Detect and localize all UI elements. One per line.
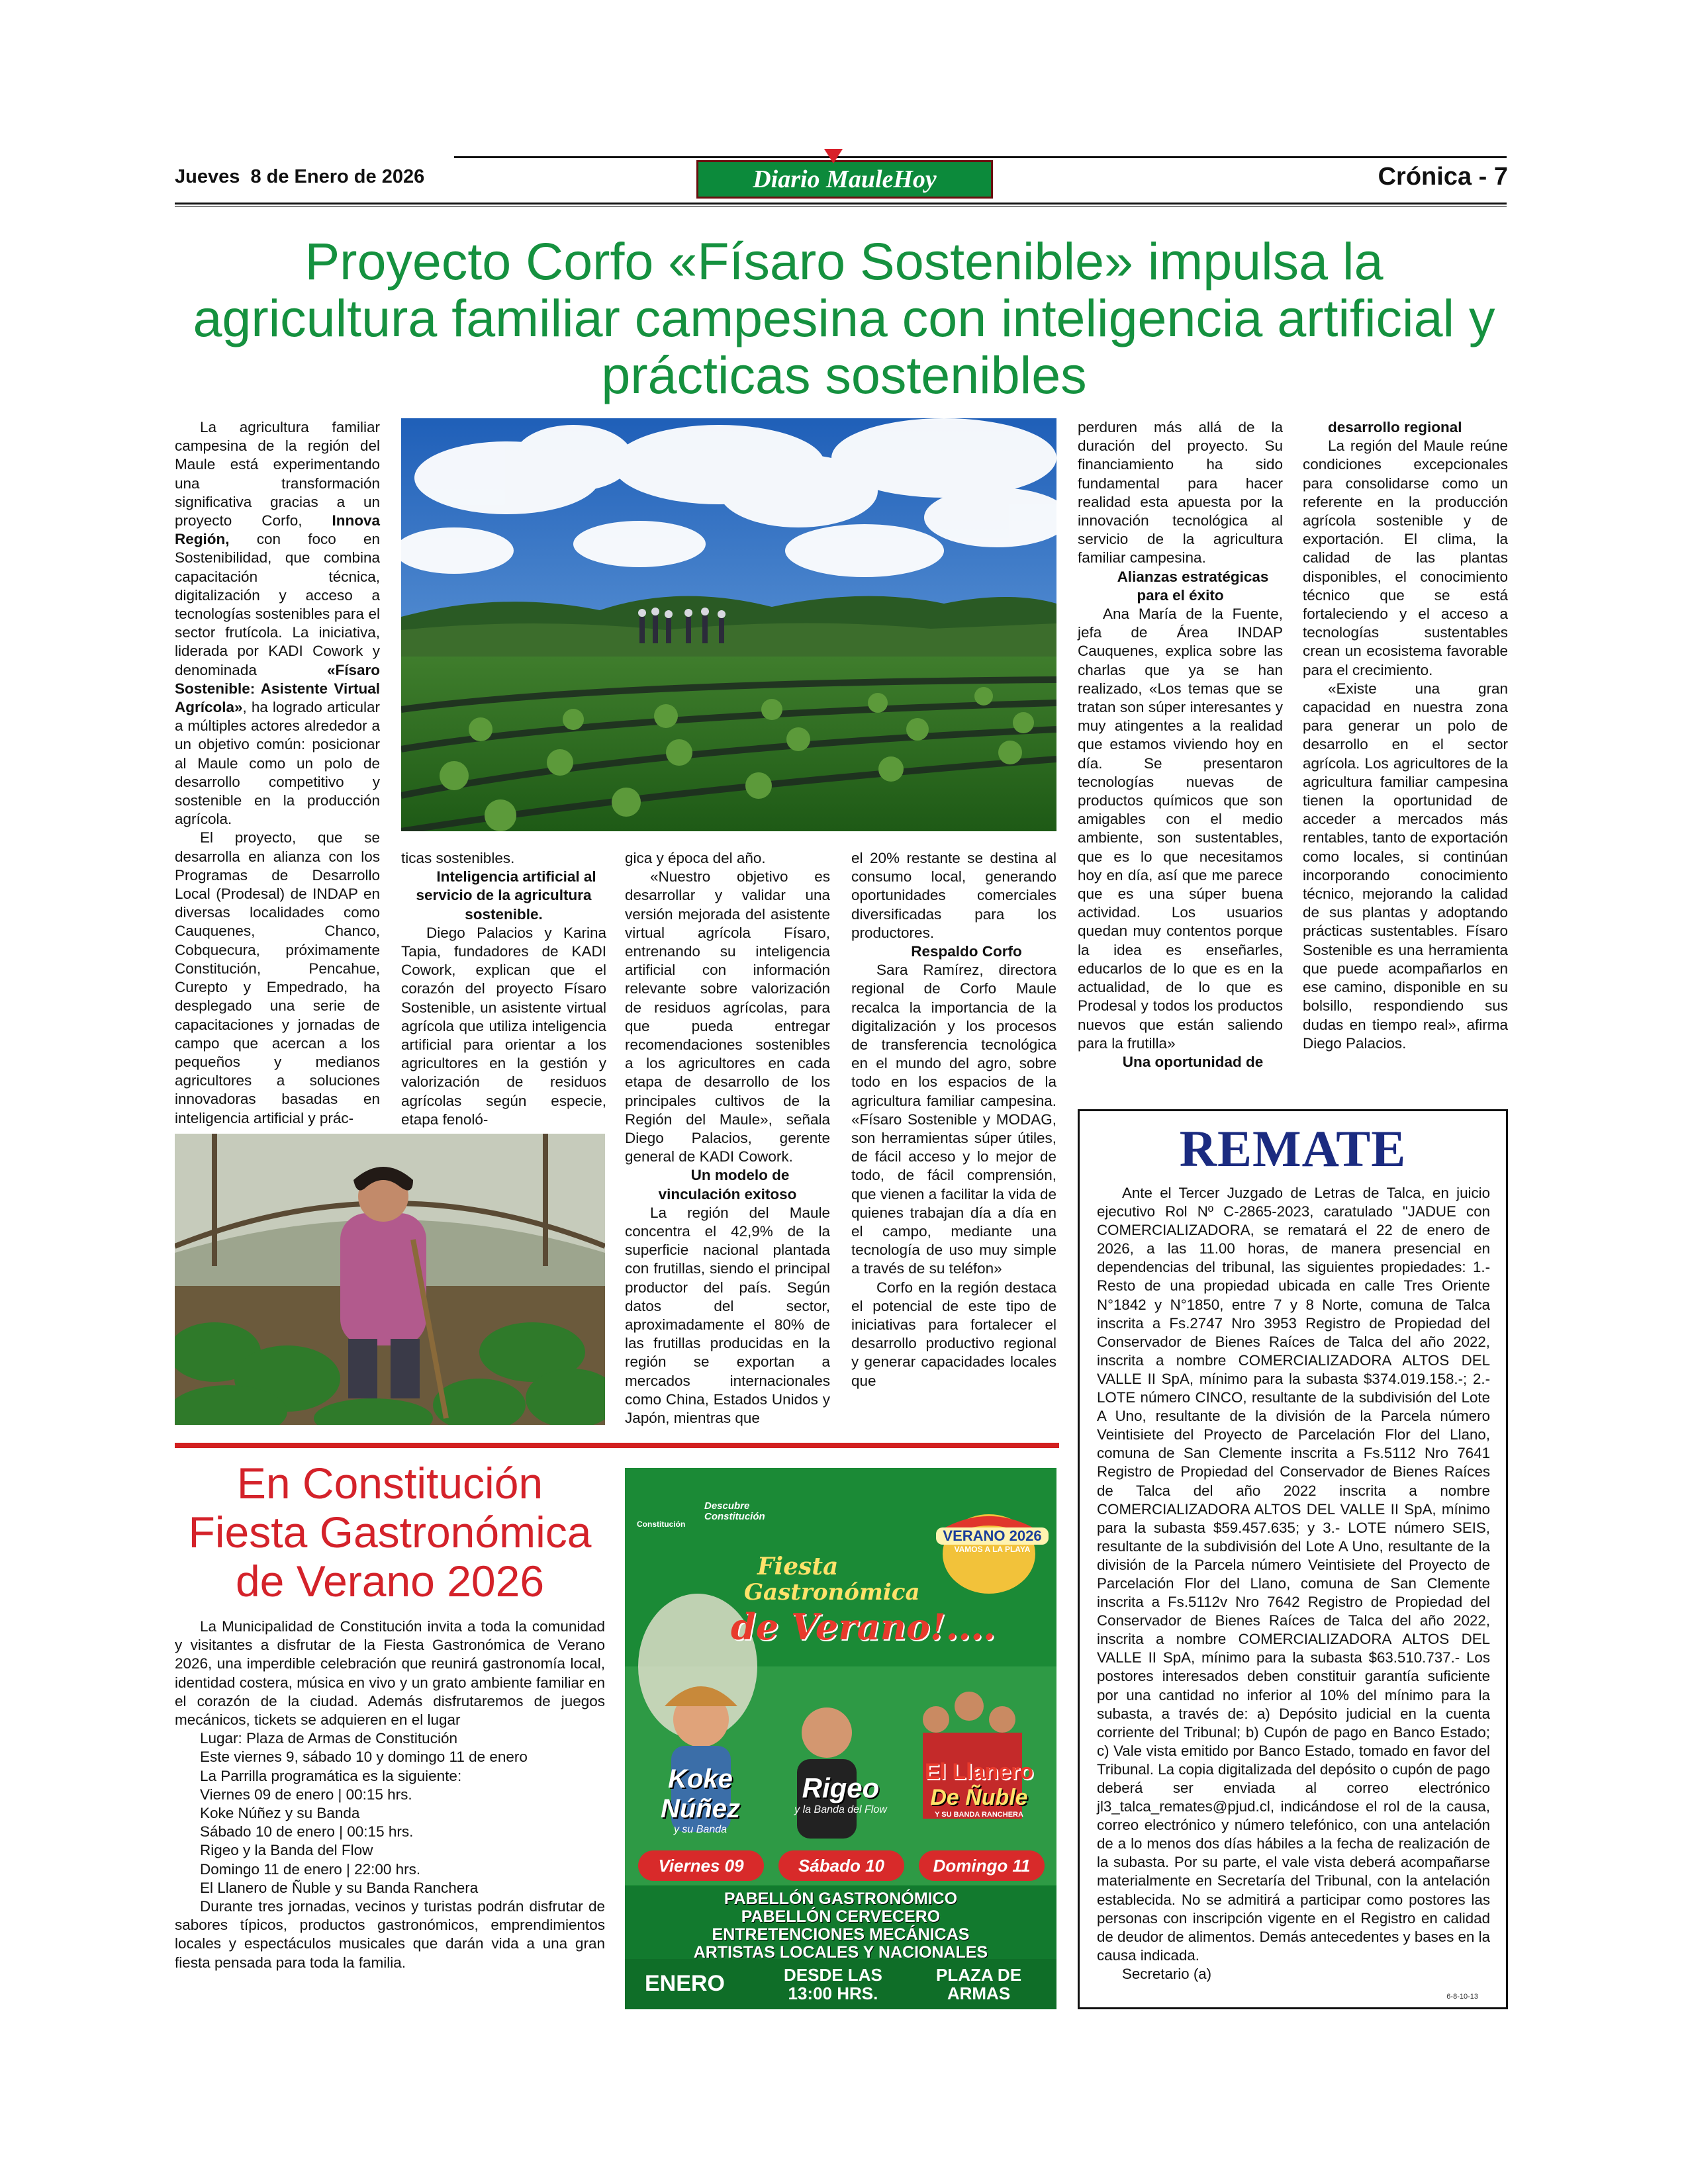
subheading: Inteligencia artificial al servicio de la agricultura sostenible.	[416, 868, 596, 923]
paragraph: el 20% restante se destina al consumo local, generando oportunidades comerciales diversificadas para los productores.	[851, 850, 1056, 941]
header-rule-bottom	[175, 203, 1507, 205]
subheading: Respaldo Corfo	[911, 943, 1022, 960]
poster-verano-badge	[936, 1527, 1049, 1554]
event-line: La Parrilla programática es la siguiente:	[200, 1767, 462, 1784]
event-line: Lugar: Plaza de Armas de Constitución	[200, 1730, 457, 1747]
logo-triangle-icon	[824, 149, 843, 163]
paragraph: La región del Maule reúne condiciones excepcionales para consolidarse como un referente en la producción agrícola sostenible y de exportación. El clima, la calidad de las plantas disponibles, el conocimiento técnico que se está fortaleciendo y el acceso a tecnologías sustentables crean un ecosistema favorable para el crecimiento.	[1303, 437, 1508, 678]
remate-code: 6-8-10-13	[1446, 1993, 1478, 2001]
feature-line: PABELLÓN GASTRONÓMICO	[724, 1889, 958, 1908]
strawberry-field-photo	[401, 418, 1056, 831]
poster-fiesta: Fiesta	[757, 1553, 839, 1580]
artist-1-sub: y su Banda	[673, 1824, 727, 1835]
article-column-5	[1078, 418, 1283, 1071]
subheading: Alianzas estratégicas para el éxito	[1117, 568, 1269, 604]
feature-line: PABELLÓN CERVECERO	[741, 1907, 941, 1926]
artist-1-name: Koke Núñez	[661, 1764, 740, 1823]
paragraph: Sara Ramírez, directora regional de Corfo Maule recalca la importancia de la digitalización y los procesos de transferencia tecnológica en el mundo del agro, sobre todo en los espacios de la agricultura familiar campesina. «Físaro Sostenible y MODAG, son herramientas súper útiles, de fácil acceso y lo mejor de todo, de fácil comprensión, que vienen a facilitar la vida de quienes trabajan día a día en el campo, mediante una tecnología de uso muy simple a través de su teléfon»	[851, 962, 1056, 1277]
newspaper-logo[interactable]	[696, 160, 993, 199]
plaza-text: PLAZA DE	[936, 1965, 1022, 1985]
paragraph: ticas sostenibles.	[401, 850, 515, 866]
event-line: Koke Núñez y su Banda	[200, 1805, 360, 1822]
article-title: Proyecto Corfo «Físaro Sostenible» impulsa la agricultura familiar campesina con inteligencia artificial y prácticas sostenibles	[193, 232, 1495, 404]
event-line: El Llanero de Ñuble y su Banda Ranchera	[200, 1879, 479, 1896]
remate-text: Ante el Tercer Juzgado de Letras de Talca, en juicio ejecutivo Rol Nº C-2865-2023, caratulado "JADUE con COMERCIALIZADORA, se rematará el 22 de enero de 2026, a las 11.00 horas, de manera presencial en dependencias del tribunal, las siguientes propiedades: 1.- Resto de una propiedad ubicada en calle Tres Oriente N°1842 y N°1850, entre 7 y 8 Norte, comuna de Talca inscrita a Fs.2747 Nro 3953 Registro de Propiedad del Conservador de Bienes Raíces de Talca del año 2022, inscrita a nombre COMERCIALIZADORA ALTOS DEL VALLE II SpA, mínimo para la subasta $374.019.158.-; 2.- LOTE número CINCO, resultante de la subdivisión del Lote A Uno, resultante de la división de la Parcela número Veintisiete del Proyecto de Parcelación Flor del Llano, comuna de San Clemente inscrita a Fs.5112 Nro 7641 Registro de Propiedad del Conservador de Bienes Raíces de Talca del año 2022 inscrita a nombre COMERCIALIZADORA ALTOS DEL VALLE II SpA, mínimo para la subasta $59.457.635; y 3.- LOTE número SEIS, resultante de la subdivisión del Lote A Uno, resultante de la división de la Parcela número Veintisiete del Proyecto de Parcelación Flor del Llano, comuna de San Clemente inscrita a Fs.5112v Nro 7642 Registro de Propiedad del Conservador de Bienes Raíces de Talca del año 2022, inscrita a nombre COMERCIALIZADORA ALTOS DEL VALLE II SpA, mínimo para la subasta $63.510.737.- Los postores interesados deben constituir garantía suficiente por una cantidad no inferior al 10% del mínimo para la subasta, a través de: a) Depósito judicial en la cuenta corriente del Tribunal; b) Cupón de pago en Banco Estado; c) Vale vista emitido por Banco Estado, tomado en favor del Tribunal. La copia digitalizada del depósito o cupón de pago deberá ser enviada al correo electrónico jl3_talca_remates@pjud.cl, indicándose el rol de la causa, correo electrónico y número telefónico, con una antelación de a lo menos dos días hábiles a la fecha de realización de la subasta. Por su parte, el vale vista deberá acompañarse materialmente en Secretaría del Tribunal, con la antelación establecida. No se admitirá a participar como postores las personas con inscripción vigente en el Registro en calidad de deudor de alimentos. Demás antecedentes y bases en la causa indicada.	[1097, 1185, 1490, 1964]
paragraph: perduren más allá de la duración del proyecto. Su financiamiento ha sido fundamental para hacer realidad esta apuesta por la innovación tecnológica al servicio de la agricultura familiar campesina.	[1078, 419, 1283, 567]
verano-badge-text: VERANO 2026	[936, 1527, 1049, 1545]
vamos-text: VAMOS A LA PLAYA	[954, 1545, 1031, 1554]
artist-3-name-a: El Llanero	[924, 1759, 1034, 1784]
poster-desde	[784, 1966, 882, 2003]
header-date: Jueves 8 de Enero de 2026	[175, 166, 425, 187]
section-divider	[175, 1443, 1059, 1448]
paragraph: «Existe una gran capacidad en nuestra zona para generar un polo de desarrollo en el sector agrícola. Los agricultores de la agricultura familiar campesina tienen la oportunidad de acceder a mercados más rentables, tanto de exportación como locales, si continúan incorporando conocimiento técnico, mejorando la calidad de sus plantas y adoptando prácticas sustentables. Físaro Sostenible es una herramienta que puede acompañarlos en ese camino, disponible en su bolsillo, respondiendo sus dudas en tiempo real», afirma Diego Palacios.	[1303, 680, 1508, 1052]
paragraph: «Nuestro objetivo es desarrollar y validar una versión mejorada del asistente virtual agrícola Físaro, entrenando su inteligencia artificial con información relevante sobre valorización de residuos agrícolas, para que pueda entregar recomendaciones sostenibles a los agricultores en cada etapa de desarrollo de los principales cultivos de la Región del Maule», señala Diego Palacios, gerente general de KADI Cowork.	[625, 868, 830, 1165]
paragraph: La Municipalidad de Constitución invita a toda la comunidad y visitantes a disfrutar de la Fiesta Gastronómica de Verano 2026, una imperdible celebración que reunirá gastronomía local, identidad costera, música en vivo y un grato ambiente familiar en el corazón de la ciudad. Además disfrutaremos de juegos mecánicos, tickets se adquieren en el lugar	[175, 1618, 605, 1729]
armas-text: ARMAS	[947, 1983, 1011, 2003]
poster-org: Constitución	[637, 1520, 686, 1529]
remate-body	[1097, 1184, 1490, 1983]
remate-title: REMATE	[1179, 1120, 1407, 1177]
hora-text: 13:00 HRS.	[788, 1983, 878, 2003]
feature-line: ENTRETENCIONES MECÁNICAS	[712, 1925, 970, 1944]
event-line: Domingo 11 de enero | 22:00 hrs.	[200, 1860, 421, 1878]
poster-plaza	[936, 1966, 1021, 2003]
subheading: Una oportunidad de	[1122, 1053, 1264, 1070]
paragraph: Durante tres jornadas, vecinos y turistas podrán disfrutar de sabores típicos, productos gastronómicos, emprendimientos locales y espectáculos musicales que darán vida a una gran fiesta pensada para toda la familia.	[175, 1898, 605, 1971]
paragraph: La agricultura familiar campesina de la región del Maule está experimentando una transformación significativa gracias a un proyecto Corfo, Innova Región, con foco en Sostenibilidad, que combina capacitación técnica, digitalización y acceso a tecnologías sostenibles para el sector frutícola. La iniciativa, liderada por KADI Cowork y denominada «Físaro Sostenible: Asistente Virtual Agrícola», ha logrado articular a múltiples actores alrededor a un objetivo común: posicionar al Maule como un polo de desarrollo competitivo y sostenible en la producción agrícola.	[175, 419, 380, 828]
event-line: Sábado 10 de enero | 00:15 hrs.	[200, 1823, 414, 1841]
feature-line: ARTISTAS LOCALES Y NACIONALES	[693, 1943, 988, 1962]
artist-2-name: Rigeo	[802, 1772, 880, 1803]
article-column-3	[625, 849, 830, 1428]
artist-3-sub: Y SU BANDA RANCHERA	[935, 1811, 1023, 1819]
paragraph: Ana María de la Fuente, jefa de Área INDAP Cauquenes, explica sobre las charlas que ya se han realizado, «Los temas que se tratan son súper interesantes y muy atingentes a la realidad que estamos viviendo hoy en día. Se presentaron tecnologías nuevas de productos químicos que son amigables con el medio ambiente, son sustentables, que es lo que necesitamos hoy en día, así que me parece que es una súper buena actividad. Los usuarios quedan muy contentos porque la idea es enseñarles, educarlos de lo que es en la actualidad, de lo que es Prodesal y todos los productos nuevos que están saliendo para la frutilla»	[1078, 606, 1283, 1052]
section-label: Crónica - 7	[1378, 163, 1508, 191]
poster-gastronomica: Gastronómica	[744, 1579, 920, 1606]
event-line: Viernes 09 de enero | 00:15 hrs.	[200, 1786, 412, 1803]
poster-day-1: Viernes 09	[658, 1856, 744, 1876]
event-line: Rigeo y la Banda del Flow	[200, 1842, 373, 1859]
poster-enero: ENERO	[645, 1971, 725, 1996]
poster-day-3: Domingo 11	[933, 1856, 1031, 1876]
header-rule-bottom-thin	[175, 206, 1507, 207]
paragraph: Corfo en la región destaca el potencial de este tipo de iniciativas para fortalecer el desarrollo productivo regional y generar capacidades locales que	[851, 1279, 1056, 1389]
paragraph: El proyecto, que se desarrolla en alianza con los Programas de Desarrollo Local (Prodesal) de INDAP en diversas localidades como Cauquenes, Chanco, Cobquecura, próximamente Constitución, Pencahue, Curepto y Empedrado, ha desplegado una serie de capacitaciones y jornadas de campo que acercan a los pequeños y medianos agricultores a soluciones innovadoras basadas en inteligencia artificial y prác-	[175, 829, 380, 1126]
subheading: desarrollo regional	[1328, 419, 1462, 435]
logo-text: Diario MauleHoy	[753, 165, 937, 193]
paragraph: Diego Palacios y Karina Tapia, fundadores de KADI Cowork, explican que el corazón del proyecto Físaro Sostenible, un asistente virtual agrícola que utiliza inteligencia artificial para orientar a los agricultores en la gestión y valorización de residuos agrícolas según especie, etapa fenoló-	[401, 924, 606, 1128]
remate-notice	[1078, 1109, 1508, 2009]
poster-artist-3	[910, 1759, 1049, 1819]
paragraph: La región del Maule concentra el 42,9% de la superficie nacional plantada con frutillas, siendo el principal productor del país. Según datos del sector, aproximadamente el 80% de las frutillas producidas en la región se exportan a mercados internacionales como China, Estados Unidos y Japón, mientras que	[625, 1204, 830, 1427]
paragraph: gica y época del año.	[625, 850, 766, 866]
poster-day-2: Sábado 10	[798, 1856, 885, 1876]
poster-artist-1	[634, 1764, 767, 1836]
article-column-1	[175, 418, 380, 1128]
farmer-greenhouse-photo	[175, 1134, 605, 1425]
desde-text: DESDE LAS	[784, 1965, 882, 1985]
poster-artist-2	[774, 1772, 907, 1816]
article-column-6	[1303, 418, 1508, 1053]
header-rule-top	[454, 156, 1507, 158]
article-column-2	[401, 849, 606, 1129]
artist-3-name-b: De Ñuble	[930, 1785, 1028, 1810]
poster-features	[625, 1890, 1056, 1962]
article-column-4	[851, 849, 1056, 1390]
event-line: Este viernes 9, sábado 10 y domingo 11 de enero	[200, 1749, 528, 1766]
article2-title: En Constitución Fiesta Gastronómica de Verano 2026	[188, 1459, 592, 1606]
poster-descubre: Descubre Constitución	[704, 1500, 765, 1522]
festival-poster	[625, 1468, 1056, 2009]
remate-sign: Secretario (a)	[1122, 1965, 1212, 1982]
subheading: Un modelo de vinculación exitoso	[658, 1167, 797, 1203]
poster-de-verano: de Verano!....	[731, 1606, 996, 1648]
artist-2-sub: y la Banda del Flow	[794, 1804, 887, 1815]
article2-body	[175, 1617, 605, 1972]
